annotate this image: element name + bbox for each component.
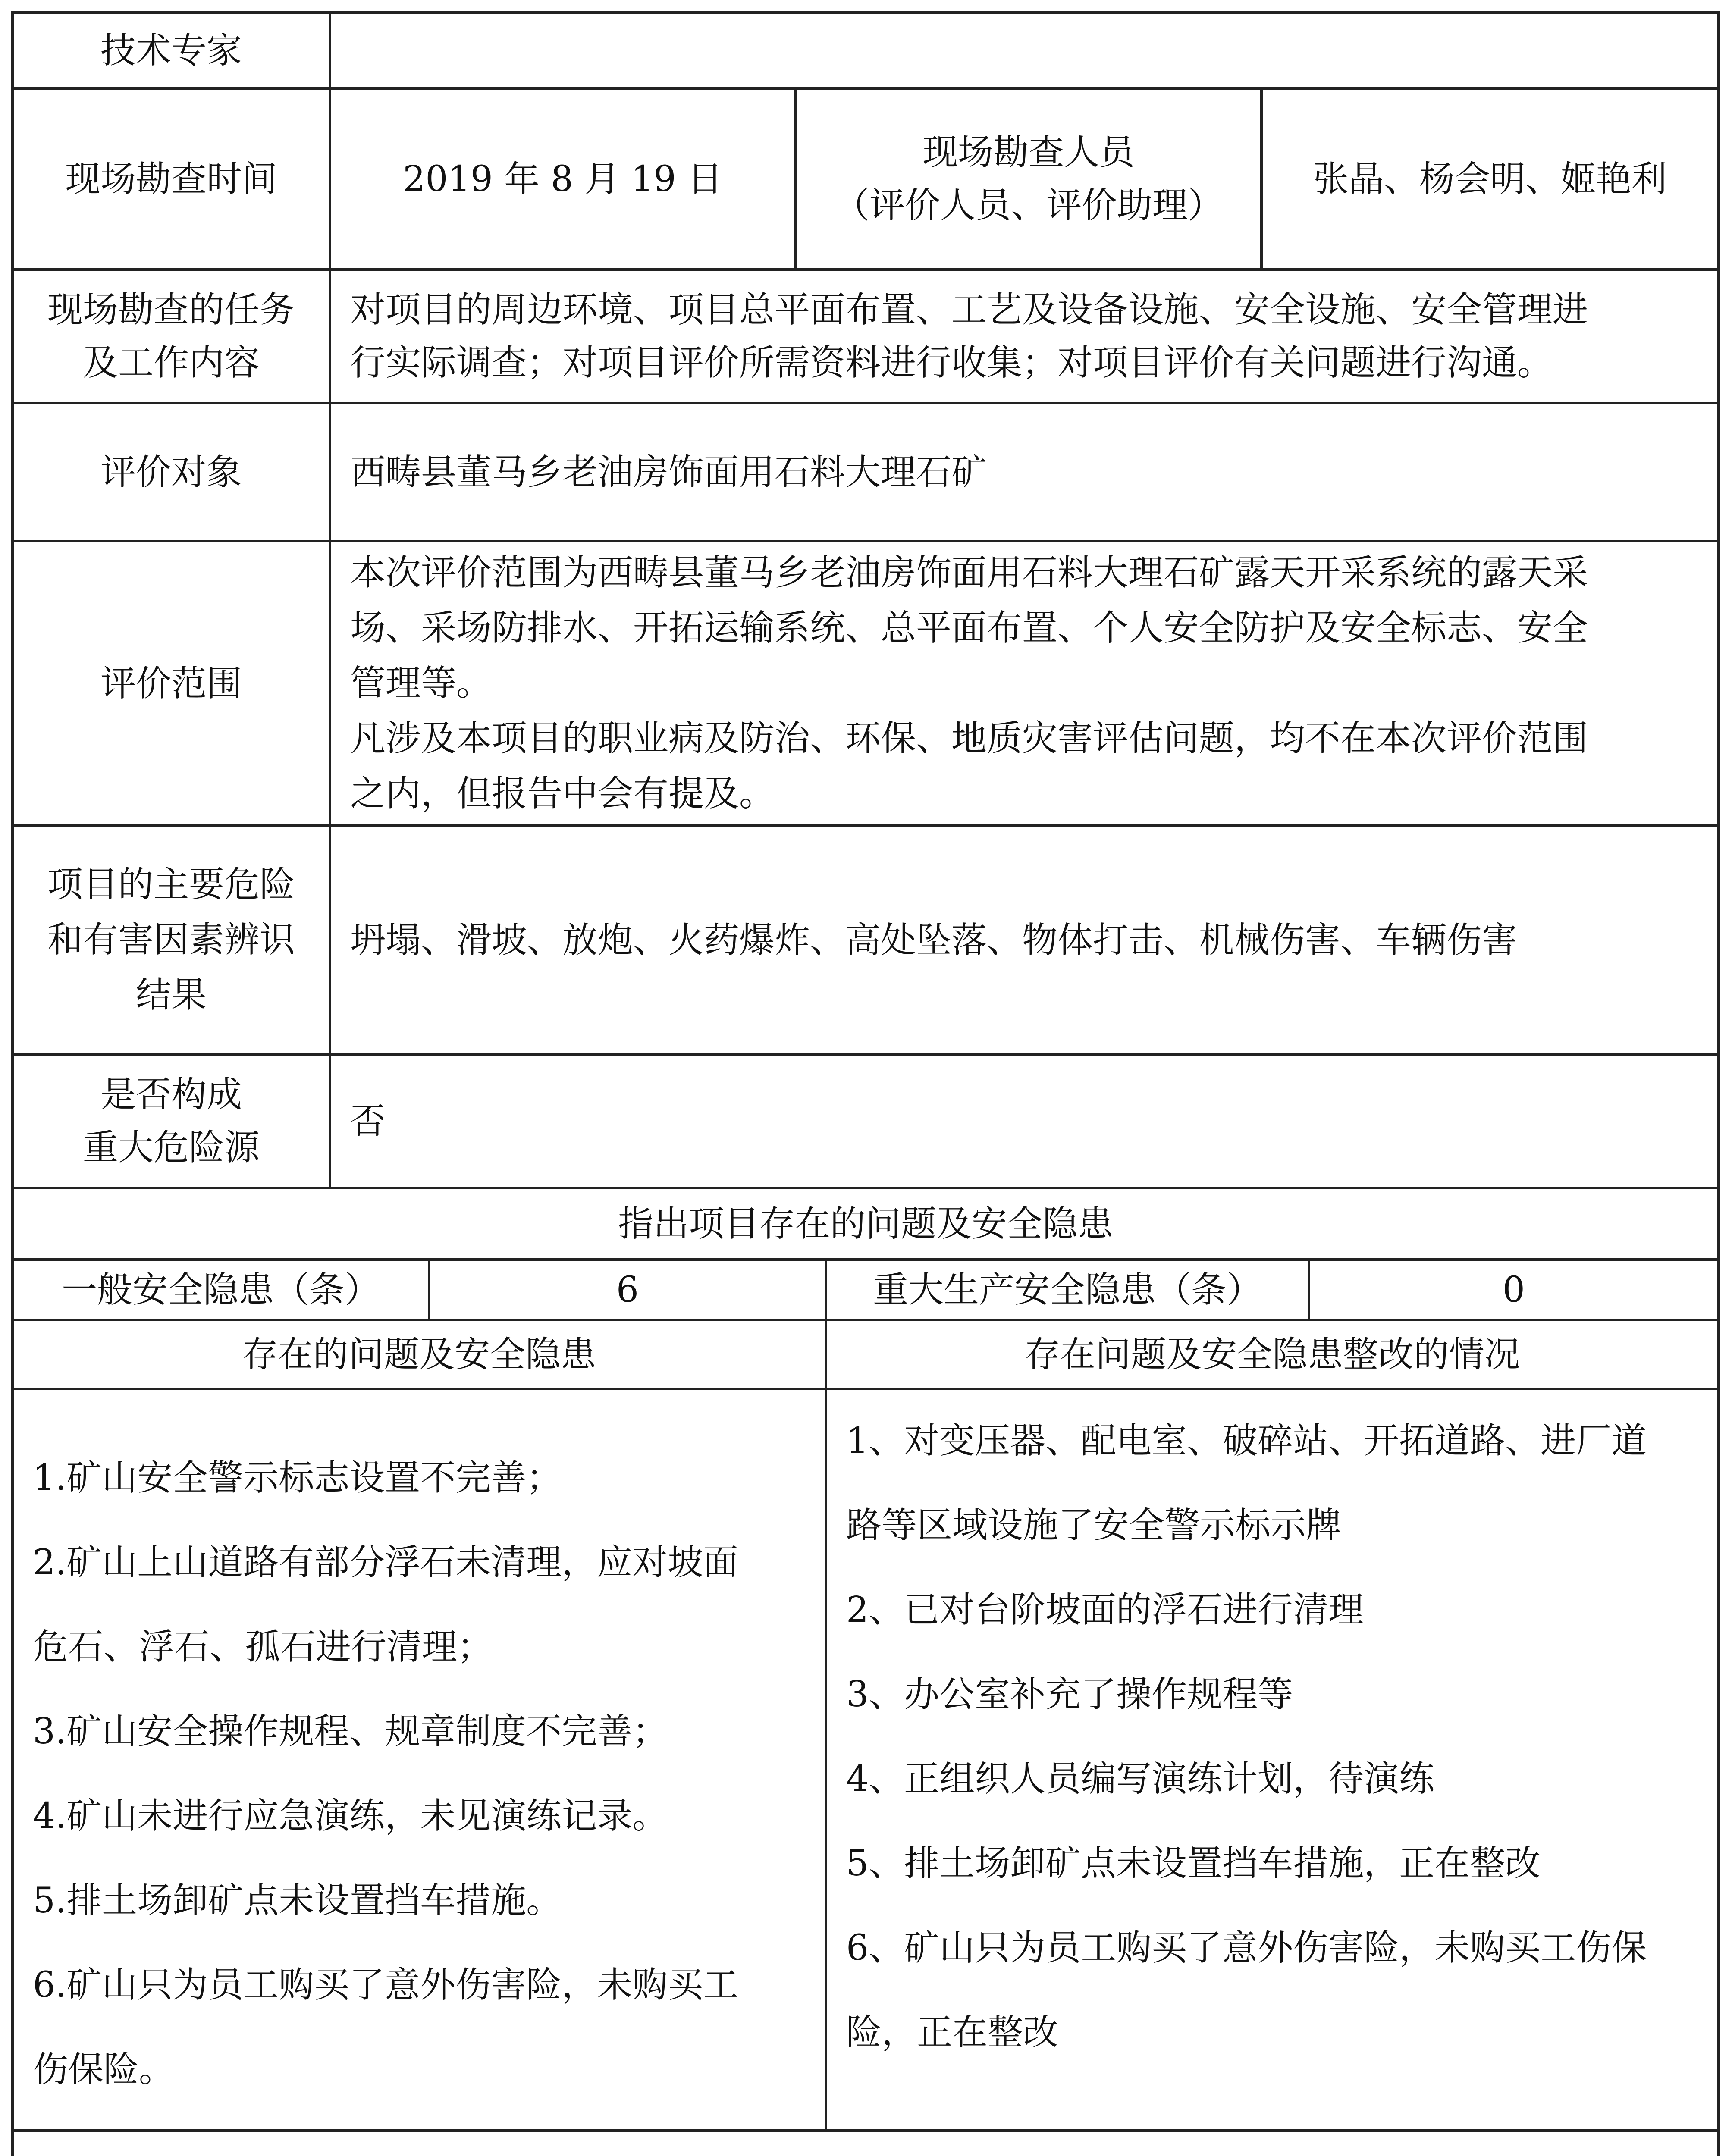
task-label-line2: 及工作内容 <box>82 342 260 383</box>
expert-row <box>11 11 1720 87</box>
object-row <box>11 402 1720 540</box>
scope-label: 评价范围 <box>100 663 242 704</box>
scope-line: 管理等。 <box>350 663 492 704</box>
task-label-cell <box>14 271 329 402</box>
issues-left-header: 存在的问题及安全隐患 <box>242 1334 596 1375</box>
issues-table-header-row <box>11 1319 1720 1388</box>
issues-right-header-cell <box>825 1321 1717 1388</box>
survey-time-value: 2019 年 8 月 19 日 <box>403 158 723 200</box>
major-label-line1: 是否构成 <box>100 1074 242 1115</box>
major-label-cell <box>14 1056 329 1187</box>
scope-label-cell <box>14 542 329 824</box>
rectification-item: 路等区域设施了安全警示标示牌 <box>846 1505 1342 1546</box>
evaluation-form <box>11 11 1720 2156</box>
issues-left-list-cell <box>14 1390 825 2129</box>
survey-people-label-line1: 现场勘查人员 <box>922 132 1135 173</box>
conclusion-header-row <box>11 2129 1720 2156</box>
rectification-item: 2、已对台阶坡面的浮石进行清理 <box>846 1589 1364 1630</box>
survey-time-label-cell <box>14 90 329 268</box>
survey-time-label: 现场勘查时间 <box>65 158 277 200</box>
major-count-label: 重大生产安全隐患（条） <box>872 1269 1262 1310</box>
hazard-value-cell <box>329 827 1717 1053</box>
survey-people-label-cell <box>794 90 1260 268</box>
scope-row <box>11 540 1720 824</box>
expert-value-cell <box>329 14 1717 87</box>
task-value-cell <box>329 271 1717 402</box>
general-count-label-cell <box>14 1261 428 1319</box>
issues-left-header-cell <box>14 1321 825 1388</box>
major-hazard-row <box>11 1053 1720 1187</box>
task-line-2: 行实际调查；对项目评价所需资料进行收集；对项目评价有关问题进行沟通。 <box>350 342 1553 383</box>
conclusion-header-cell <box>14 2132 1717 2156</box>
major-count-value: 0 <box>1502 1269 1525 1310</box>
scope-value-cell <box>329 542 1717 824</box>
task-line-1: 对项目的周边环境、项目总平面布置、工艺及设备设施、安全设施、安全管理进 <box>350 289 1588 330</box>
issue-item: 2.矿山上山道路有部分浮石未清理，应对坡面 <box>33 1542 739 1583</box>
object-value-cell <box>329 404 1717 540</box>
issues-header: 指出项目存在的问题及安全隐患 <box>618 1203 1113 1244</box>
hazard-label-line: 和有害因素辨识 <box>47 919 295 960</box>
object-label-cell <box>14 404 329 540</box>
survey-row <box>11 87 1720 268</box>
major-count-label-cell <box>825 1261 1308 1319</box>
issue-item: 5.排土场卸矿点未设置挡车措施。 <box>33 1880 562 1921</box>
major-count-value-cell <box>1308 1261 1717 1319</box>
issues-header-cell <box>14 1189 1717 1258</box>
expert-label: 技术专家 <box>100 30 242 71</box>
issues-right-list-cell <box>825 1390 1717 2129</box>
hazard-label-cell <box>14 827 329 1053</box>
general-count-value: 6 <box>616 1269 639 1310</box>
general-count-value-cell <box>428 1261 825 1319</box>
rectification-item: 6、矿山只为员工购买了意外伤害险，未购买工伤保 <box>846 1927 1647 1968</box>
rectification-item: 险，正在整改 <box>846 2012 1059 2053</box>
scope-line: 之内，但报告中会有提及。 <box>350 773 775 814</box>
issues-right-header: 存在问题及安全隐患整改的情况 <box>1024 1334 1520 1375</box>
counts-row <box>11 1258 1720 1319</box>
hazard-label-line: 结果 <box>135 975 207 1015</box>
rectification-item: 3、办公室补充了操作规程等 <box>846 1674 1293 1715</box>
survey-people-value: 张晶、杨会明、姬艳利 <box>1313 158 1667 200</box>
survey-people-value-cell <box>1260 90 1717 268</box>
major-label-line2: 重大危险源 <box>82 1127 260 1168</box>
rectification-item: 1、对变压器、配电室、破碎站、开拓道路、进厂道 <box>846 1420 1647 1461</box>
issue-item: 3.矿山安全操作规程、规章制度不完善； <box>33 1711 668 1752</box>
task-row <box>11 268 1720 402</box>
survey-time-value-cell <box>329 90 794 268</box>
issues-table-body-row <box>11 1388 1720 2129</box>
rectification-item: 5、排土场卸矿点未设置挡车措施，正在整改 <box>846 1843 1541 1884</box>
object-value: 西畴县董马乡老油房饰面用石料大理石矿 <box>350 451 987 493</box>
hazard-row <box>11 824 1720 1053</box>
major-value: 否 <box>350 1100 386 1142</box>
rectification-item: 4、正组织人员编写演练计划，待演练 <box>846 1758 1435 1799</box>
expert-label-cell <box>14 14 329 87</box>
scope-line: 本次评价范围为西畴县董马乡老油房饰面用石料大理石矿露天开采系统的露天采 <box>350 552 1588 593</box>
hazard-value: 坍塌、滑坡、放炮、火药爆炸、高处坠落、物体打击、机械伤害、车辆伤害 <box>350 919 1518 961</box>
issue-item: 伤保险。 <box>33 2049 175 2090</box>
issue-item: 1.矿山安全警示标志设置不完善； <box>33 1457 562 1498</box>
scope-line: 场、采场防排水、开拓运输系统、总平面布置、个人安全防护及安全标志、安全 <box>350 608 1588 649</box>
issue-item: 危石、浮石、孤石进行清理； <box>33 1626 493 1667</box>
issue-item: 4.矿山未进行应急演练，未见演练记录。 <box>33 1796 668 1836</box>
task-label-line1: 现场勘查的任务 <box>47 289 295 330</box>
survey-people-label-line2: （评价人员、评价助理） <box>834 185 1223 226</box>
scope-line: 凡涉及本项目的职业病及防治、环保、地质灾害评估问题，均不在本次评价范围 <box>350 718 1588 759</box>
major-value-cell <box>329 1056 1717 1187</box>
general-count-label: 一般安全隐患（条） <box>61 1269 380 1310</box>
issues-header-row <box>11 1187 1720 1258</box>
issue-item: 6.矿山只为员工购买了意外伤害险，未购买工 <box>33 1965 739 2006</box>
hazard-label-line: 项目的主要危险 <box>47 864 295 905</box>
object-label: 评价对象 <box>100 451 242 493</box>
